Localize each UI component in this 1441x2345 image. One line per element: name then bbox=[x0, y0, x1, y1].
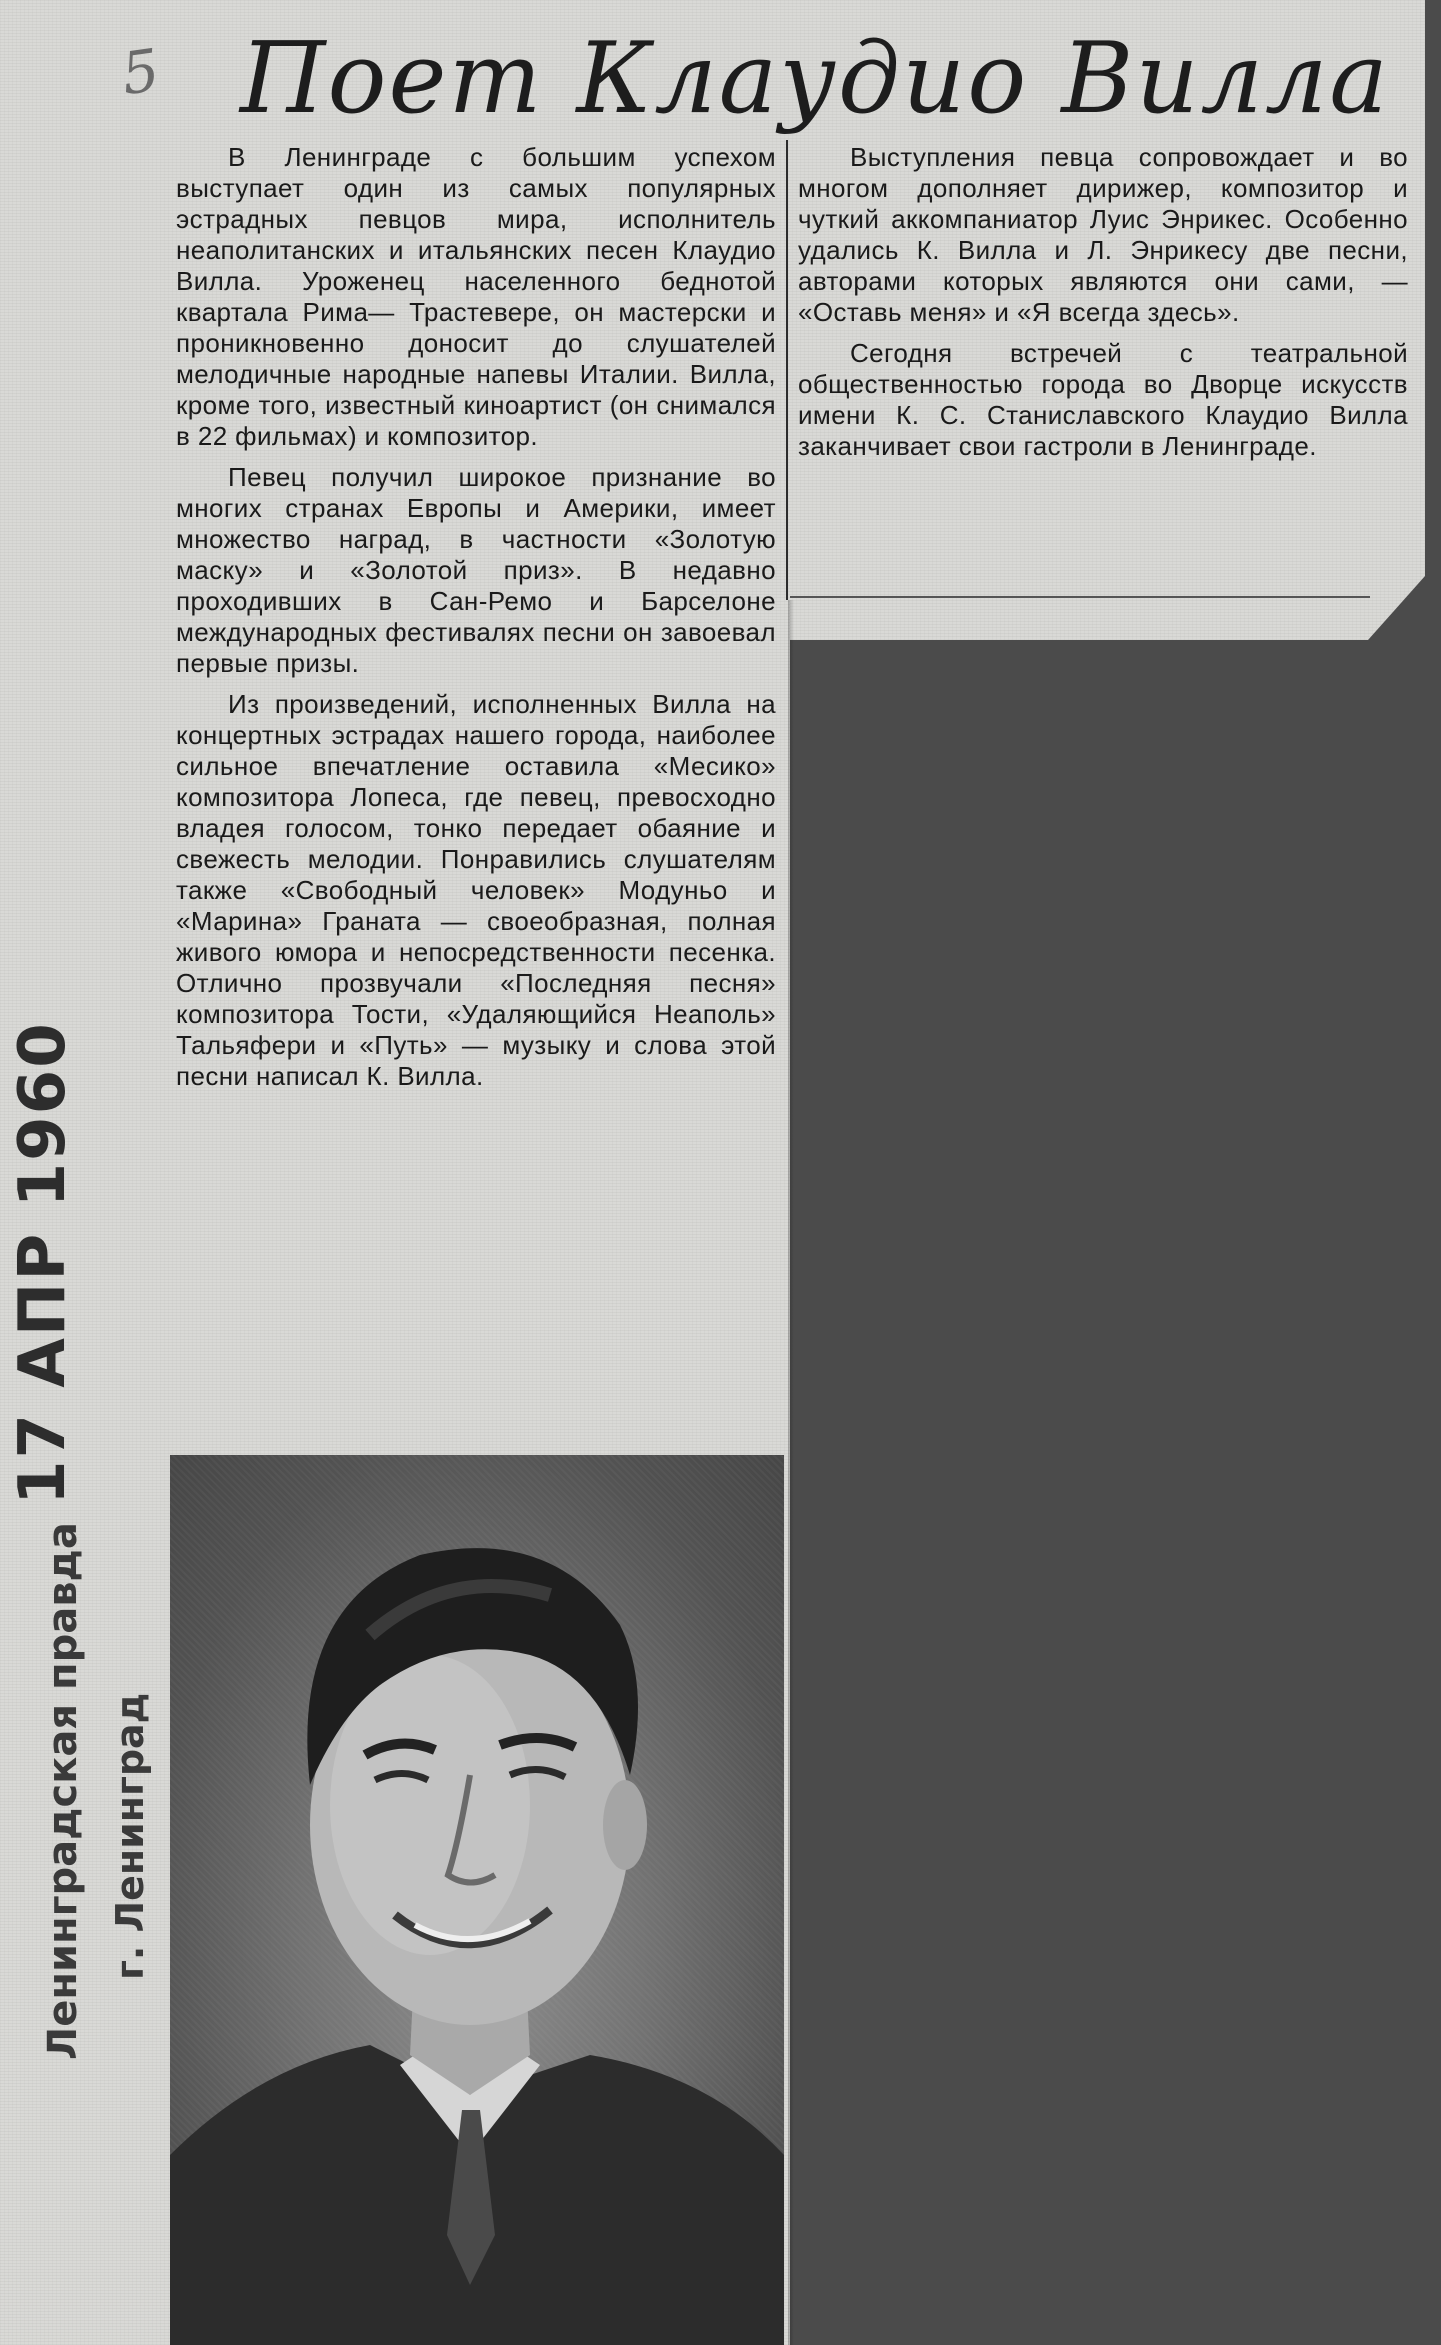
date-stamp: 17 АПР 1960 bbox=[6, 1021, 80, 1505]
column-divider bbox=[786, 140, 788, 600]
margin-note: 5 bbox=[117, 35, 164, 109]
article-paragraph: Сегодня встречей с театральной общественностью города во Дворце искусств имени К. С. Станиславского Клаудио Вилла заканчивает свои гастроли в Ленинграде. bbox=[798, 338, 1408, 461]
article-paragraph: В Ленинграде с большим успехом выступает один из самых популярных эстрадных певцов мира, исполнитель неаполитанских и итальянских песен Клаудио Вилла. Уроженец населенного беднотой квартала Рима— Трастевере, он мастерски и проникновенно доносит до слушателей мелодичные народные напевы Италии. Вилла, кроме того, известный киноартист (он снимался в 22 фильмах) и композитор. bbox=[176, 142, 776, 451]
article-paragraph: Певец получил широкое признание во многих странах Европы и Америки, имеет множество наград, в частности «Золотую маску» и «Золотой приз». В недавно проходивших в Сан-Ремо и Барселоне международных фестивалях песни он завоевал первые призы. bbox=[176, 462, 776, 678]
headline: Поет Клаудио Вилла bbox=[240, 22, 1390, 136]
article-paragraph: Из произведений, исполненных Вилла на концертных эстрадах нашего города, наиболее сильное впечатление оставила «Месико» композитора Лопеса, где певец, превосходно владея голосом, тонко передает обаяние и свежесть мелодии. Понравились слушателям также «Свободный человек» Модуньо и «Марина» Граната — своеобразная, полная живого юмора и непосредственности песенка. Отлично прозвучали «Последняя песня» композитора Тости, «Удаляющийся Неаполь» Тальяфери и «Путь» — музыку и слова этой песни написал К. Вилла. bbox=[176, 689, 776, 1091]
portrait-illustration bbox=[170, 1455, 784, 2345]
portrait-photo bbox=[170, 1455, 784, 2345]
city-stamp: г. Ленинград bbox=[108, 1692, 152, 1980]
article-left-column bbox=[176, 142, 776, 1102]
article-right-column bbox=[798, 142, 1408, 472]
article-end-rule bbox=[790, 596, 1370, 598]
paper-edge-shadow bbox=[788, 600, 794, 2345]
newspaper-stamp: Ленинградская правда bbox=[40, 1522, 86, 2060]
article-paragraph: Выступления певца сопровождает и во многом дополняет дирижер, композитор и чуткий аккомпаниатор Луис Энрикес. Особенно удались К. Вилла и Л. Энрикесу две песни, авторами которых являются они сами, — «Оставь меня» и «Я всегда здесь». bbox=[798, 142, 1408, 327]
